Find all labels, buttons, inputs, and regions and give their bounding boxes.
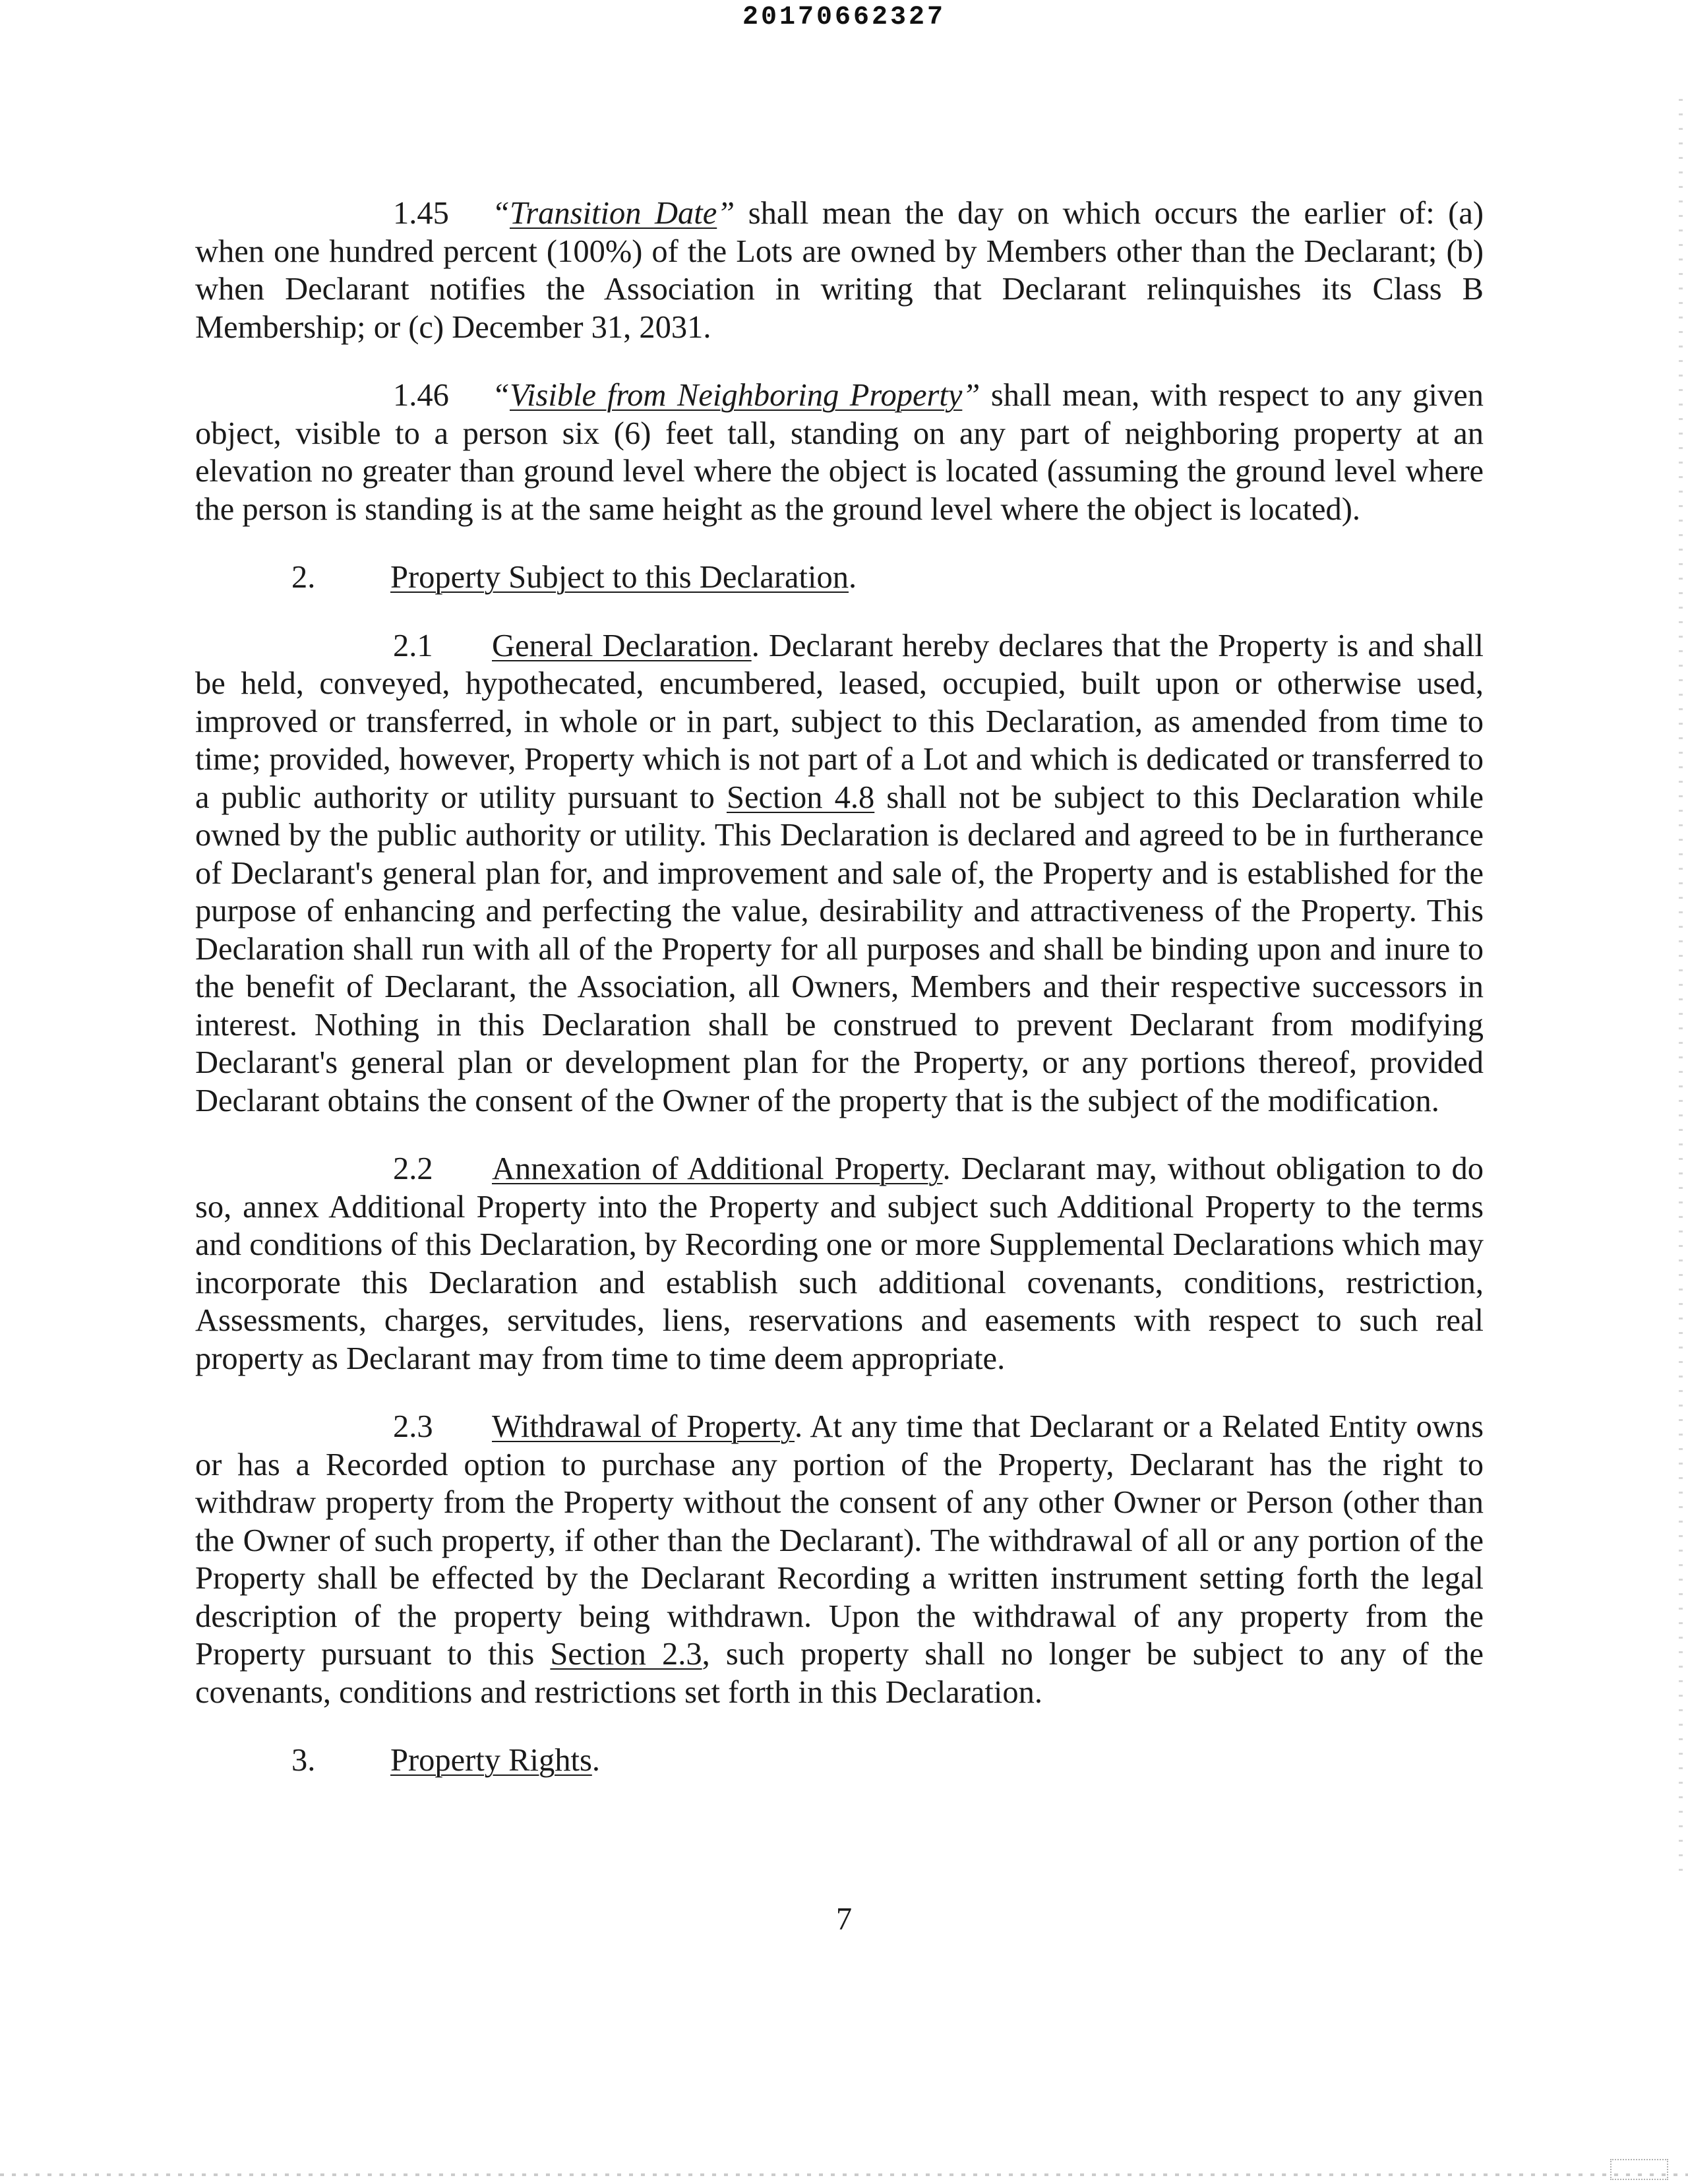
section-1-46	[195, 377, 1484, 528]
open-quote: “	[492, 378, 510, 413]
scan-edge-artifacts	[1679, 99, 1683, 1879]
scan-corner-mark	[1610, 2159, 1668, 2180]
section-title: Annexation of Additional Property	[492, 1151, 943, 1186]
section-1-45	[195, 195, 1484, 346]
defined-term: Visible from Neighboring Property	[509, 378, 963, 413]
section-text-part-a: At any time that Declarant or a Related Entity owns or has a Recorded option to purchase any portion of the Property, Declarant has the right to withdraw property from the Property without the consent of any other Owner or Person (other than the Owner of such property, if other than the Declarant). The withdrawal of all or any portion of the Property shall be effected by the Declarant Recording a written instrument setting forth the legal description of the property being withdrawn. Upon the withdrawal of any property from the Property pursuant to this	[195, 1409, 1484, 1672]
close-quote: ”	[717, 196, 735, 231]
section-title: General Declaration	[492, 628, 752, 663]
scan-bottom-artifacts	[0, 2173, 1688, 2176]
section-number: 3.	[291, 1743, 316, 1778]
section-2-1: 2.1 General Declaration. Declarant hereby declares that the Property is and shall be held, conveyed, hypothecated, encumbered, leased, occupied, built upon or otherwise used, improved or transferred, in whole or in part, subject to this Declaration, as amended from time to time; provided, however, Property which is not part of a Lot and which is dedicated or transferred to a public authority or utility pursuant to Section 4.8 shall not be subject to this Declaration while owned by the public authority or utility. This Declaration is declared and agreed to be in furtherance of Declarant's general plan for, and improvement and sale of, the Property and is established for the purpose of enhancing and perfecting the value, desirability and attractiveness of the Property. This Declaration shall run with all of the Property for all purposes and shall be binding upon and inure to the benefit of Declarant, the Association, all Owners, Members and their respective successors in interest. Nothing in this Declaration shall be construed to prevent Declarant from modifying Declarant's general plan or development plan for the Property, or any portions thereof, provided Declarant obtains the consent of the Owner of the property that is the subject of the modification.	[195, 628, 1484, 1118]
section-title: Property Subject to this Declaration	[390, 560, 849, 595]
recording-number: 20170662327	[742, 3, 946, 32]
section-2-2: 2.2 Annexation of Additional Property. Declarant may, without obligation to do so, annex Additional Property into the Property and subject such Additional Property to the terms and conditions of this Declaration, by Recording one or more Supplemental Declarations which may incorporate this Declaration and establish such additional covenants, conditions, restriction, Assessments, charges, servitudes, liens, reservations and easements with respect to such real property as Declarant may from time to time deem appropriate.	[195, 1151, 1484, 1376]
section-text-part-b: such property shall no longer be subject to any of the covenants, conditions and restrictions set forth in this Declaration.	[195, 1637, 1484, 1710]
section-text-part-b: shall not be subject to this Declaration while owned by the public authority or utility. This Declaration is declared and agreed to be in furtherance of Declarant's general plan for, and improvement and sale of, the Property and is established for the purpose of enhancing and perfecting the value, desirability and attractiveness of the Property. This Declaration shall run with all of the Property for all purposes and shall be binding upon and inure to the benefit of Declarant, the Association, all Owners, Members and their respective successors in interest. Nothing in this Declaration shall be construed to prevent Declarant from modifying Declarant's general plan or development plan for the Property, or any portions thereof, provided Declarant obtains the consent of the Owner of the property that is the subject of the modification.	[195, 779, 1484, 1118]
definition-text: shall mean the day on which occurs the earlier of: (a) when one hundred percent (100%) of the Lots are owned by Members other than the Declarant; (b) when Declarant notifies the Association in writing that Declarant relinquishes its Class B Membership; or (c) December 31, 2031.	[195, 196, 1484, 345]
document-body	[195, 195, 1484, 1810]
page-number: 7	[835, 1902, 853, 1937]
section-3-heading: 3. Property Rights.	[195, 1742, 1484, 1780]
section-2-3: 2.3 Withdrawal of Property. At any time that Declarant or a Related Entity owns or has a Recorded option to purchase any portion of the Property, Declarant has the right to withdraw property from the Property without the consent of any other Owner or Person (other than the Owner of such property, if other than the Declarant). The withdrawal of all or any portion of the Property shall be effected by the Declarant Recording a written instrument setting forth the legal description of the property being withdrawn. Upon the withdrawal of any property from the Property pursuant to this Section 2.3, such property shall no longer be subject to any of the covenants, conditions and restrictions set forth in this Declaration.	[195, 1409, 1484, 1710]
section-number: 1.46	[393, 378, 449, 413]
section-number: 1.45	[393, 196, 449, 231]
section-number: 2.2	[393, 1151, 433, 1186]
section-title: Withdrawal of Property	[492, 1409, 795, 1444]
close-quote: ”	[962, 378, 980, 413]
section-text: Declarant may, without obligation to do so, annex Additional Property into the Property and subject such Additional Property to the terms and conditions of this Declaration, by Recording one or more Supplemental Declarations which may incorporate this Declaration and establish such additional covenants, conditions, restriction, Assessments, charges, servitudes, liens, reservations and easements with respect to such real property as Declarant may from time to time deem appropriate.	[195, 1151, 1484, 1376]
section-2-heading: 2. Property Subject to this Declaration.	[195, 559, 1484, 597]
section-number: 2.3	[393, 1409, 433, 1444]
section-reference: Section 4.8	[726, 779, 875, 815]
defined-term: Transition Date	[509, 196, 717, 231]
open-quote: “	[492, 196, 510, 231]
section-number: 2.	[291, 560, 316, 595]
section-number: 2.1	[393, 628, 433, 663]
section-reference: Section 2.3	[550, 1637, 702, 1672]
section-title: Property Rights	[390, 1743, 592, 1778]
section-text-part-a: Declarant hereby declares that the Property is and shall be held, conveyed, hypothecated, encumbered, leased, occupied, built upon or otherwise used, improved or transferred, in whole or in part, subject to this Declaration, as amended from time to time; provided, however, Property which is not part of a Lot and which is dedicated or transferred to a public authority or utility pursuant to	[195, 628, 1484, 815]
definition-text: shall mean, with respect to any given object, visible to a person six (6) feet tall, standing on any part of neighboring property at an elevation no greater than ground level where the object is located (assuming the ground level where the person is standing is at the same height as the ground level where the object is located).	[195, 378, 1484, 527]
